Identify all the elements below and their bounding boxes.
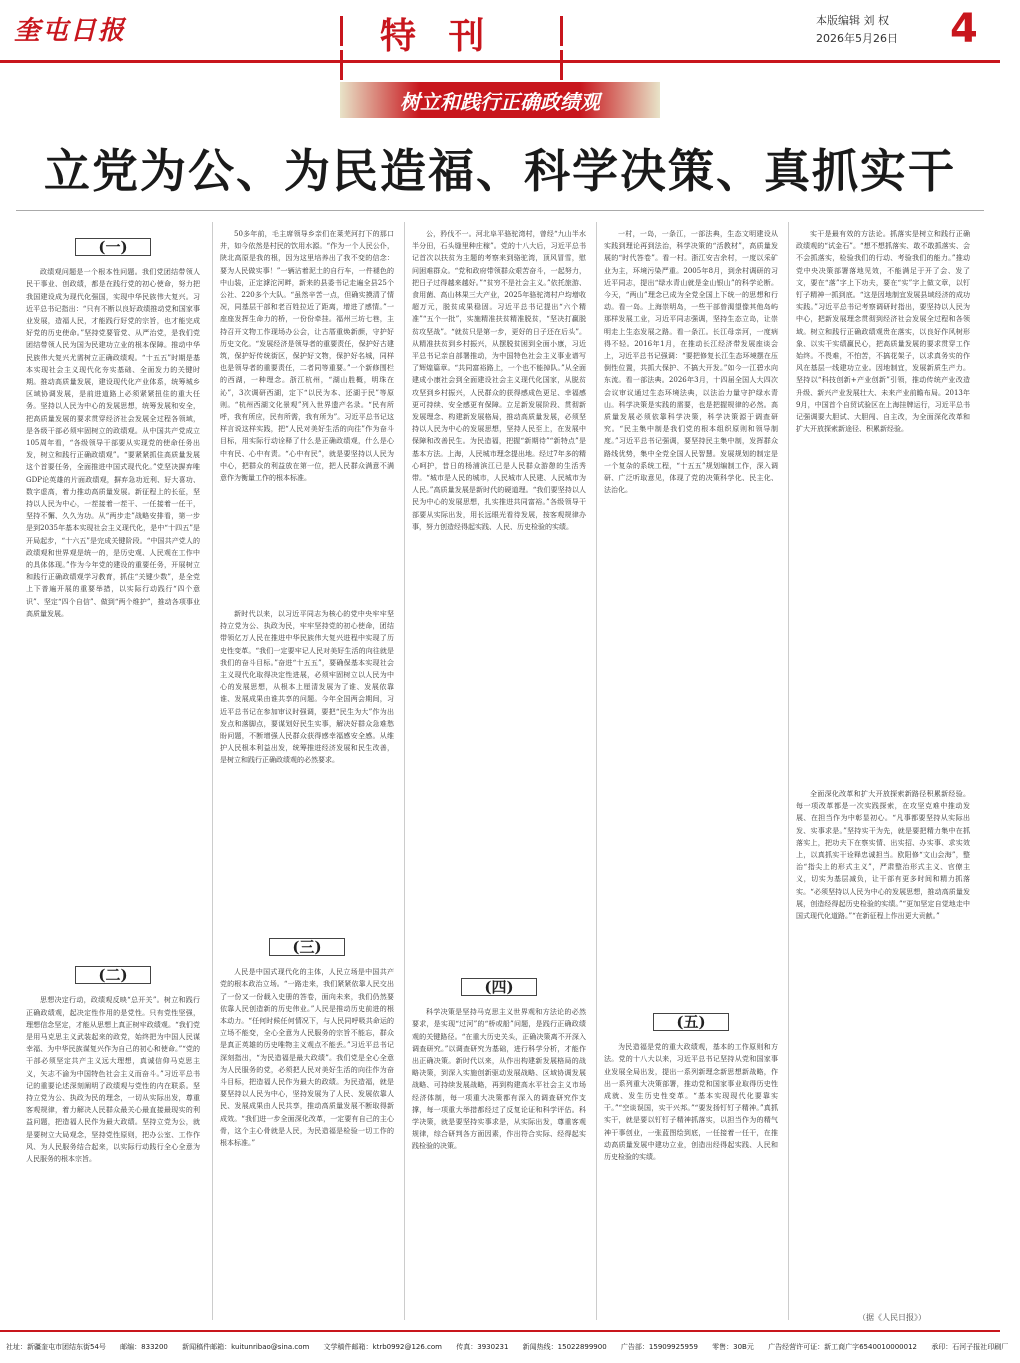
article-text: 为民造福是党的重大政绩观，基本的工作原则和方法。党的十八大以来，习近平总书记坚持从党和国家事业发展全局出发，提出一系列新理念新思想新战略，作出一系列重大决策部署，推动党和国家事业取得历史性成就、发生历史性变革。“基本实现现代化要靠实干。”“空谈误国，实干兴邦。”“要发扬钉钉子精神。”真抓实干，就是要以钉钉子精神抓落实，以担当作为的精气神干事创业，一张蓝图绘到底，一任接着一任干，在推动高质量发展中建功立业，创造出经得起实践、人民和历史检验的实绩。: [604, 1043, 778, 1162]
footer-email-news: 新闻稿件邮箱：kuitunribao@sina.com: [182, 1343, 310, 1351]
section-bar-right: [560, 16, 568, 46]
article-column-3: [412, 228, 586, 1323]
article-column-4: [604, 228, 778, 1323]
article-text: 公，矜伐不一。河北阜平骆驼湾村，曾经“九山半水半分田，石头缝里种庄稼”。党的十八大后，习近平总书记首次以扶贫为主题的考察来到骆驼湾，顶风冒雪，慰问困难群众。“党和政府带领群众艰苦奋斗，一起努力，把日子过得越来越好。”“贫穷不是社会主义。”依托旅游、食用菌、高山林果三大产业，2025年骆驼湾村户均增收超万元，脱贫成果稳固。习近平总书记提出“六个精准”“五个一批”，实施精准扶贫精准脱贫，“坚决打赢脱贫攻坚战”。“就贫只是第一步，更好的日子还在后头”。从精准扶贫到乡村振兴，从摆脱贫困到全面小康，习近平总书记亲自部署推动，为中国特色社会主义事业谱写了辉煌篇章。“共同富裕路上，一个也不能掉队。”从全面建成小康社会到全面建设社会主义现代化国家，从脱贫攻坚到乡村振兴，人民群众的获得感成色更足、幸福感更可持续、安全感更有保障。立足新发展阶段、贯彻新发展理念、构建新发展格局，推动高质量发展，必须坚持以人民为中心的发展思想，坚持人民至上，在发展中保障和改善民生。为民造福，把握“新期待”“新特点”是基本方法。上海，人民城市理念提出地。经过7年多的精心呵护，昔日的杨浦滨江已是人民群众游憩的生活秀带。“城市是人民的城市，人民城市人民建、人民城市为人民。”高质量发展是新时代的硬道理。“我们要坚持以人民为中心的发展思想，扎实推进共同富裕。”各级领导干部要从实际出发，用长远眼光看待发展，按客观规律办事，努力创造经得起实践、人民、历史检验的实绩。: [412, 230, 586, 531]
article-text: 思想决定行动，政绩观反映“总开关”。树立和践行正确政绩观，起决定性作用的是党性。只有党性坚强，理想信念坚定，才能从思想上真正树牢政绩观。“我们党是用马克思主义武装起来的政党，始终把为中国人民谋幸福、为中华民族谋复兴作为自己的初心和使命。”“党的干部必须坚定共产主义远大理想，真诚信仰马克思主义，矢志不渝为中国特色社会主义而奋斗。”习近平总书记的重要论述深刻阐明了政绩观与党性的内在联系。坚持立党为公、执政为民的理念，一切从实际出发，尊重客观规律，着力解决人民群众最关心最直接最现实的利益问题，把造福人民作为最大政绩。坚持立党为公，就是要树立大局观念，坚持党性原则，把办公室、工作作风、为人民服务结合起来，以实际行动践行全心全意为人民服务的根本宗旨。: [26, 996, 200, 1164]
footer-fax: 传真：3930231: [456, 1343, 509, 1351]
article-text: 全面深化改革和扩大开放探索新路径积累新经验。每一项改革都是一次实践探索，在攻坚克难中推动发展、在担当作为中彰显初心。“凡事都要坚持从实际出发、实事求是。”坚持实干为先，就是要把精力集中在抓落实上，把功夫下在察实情、出实招、办实事、求实效上，以真抓实干诠释忠诚担当。欧阳修“文山会海”，整治“指尖上的形式主义”，严肃整治形式主义、官僚主义，切实为基层减负，让干部有更多时间和精力抓落实。“必须坚持以人民为中心的发展思想，推动高质量发展，创造经得起历史检验的实绩。”“更加坚定自觉地走中国式现代化道路。”“在新征程上作出更大贡献。”: [796, 790, 970, 921]
article-text: 政绩观问题是一个根本性问题。我们党团结带领人民干事业、创政绩，都是在践行党的初心使命，努力把我国建设成为现代化强国，实现中华民族伟大复兴。习近平总书记指出：“只有不断以良好政绩推动党和国家事业发展，造福人民，才能践行好党的宗旨，也才能完成好党的历史使命。”坚持党要管党、从严治党，是我们党团结带领人民为国为民建功立业的根本保障。推动中华民族伟大复兴尤需树立正确政绩观。“十五五”时期是基本实现社会主义现代化夯实基础、全面发力的关键时期。推动高质量发展，建设现代化产业体系，统筹城乡区域协调发展，是前进道路上必须紧紧扭住的重大任务。坚持以人民为中心的发展思想，统筹发展和安全，把高质量发展的要求贯穿经济社会发展全过程各领域，是各级干部必须牢固树立的政绩观。从中国共产党成立105周年看，“各级领导干部要从实现党的使命任务出发，树立和践行正确政绩观”。“要紧紧抓住高质量发展这个首要任务，全面推进中国式现代化。”党坚决摒弃唯GDP论英雄的片面政绩观，摒弃急功近利、好大喜功、数字虚高，着力推动高质量发展。新征程上的长征，坚持以人民为中心，一茬接着一茬干、一任接着一任干，坚持不懈、久久为功。从“两步走”战略安排看，第一步是到2035年基本实现社会主义现代化，是中“十四五”是开局起步，“十六五”是完成关键阶段。“中国共产党人的政绩观和世界观是统一的，是历史观、人民观在工作中的具体体现。”作为今年党的建设的重要任务，开展树立和践行正确政绩观学习教育，抓住“关键少数”，是全党上下普遍开展的重要举措，以实际行动践行“四个意识”、坚定“四个自信”、做到“两个维护”，推动各项事业高质量发展。: [26, 268, 200, 618]
section-heading: (五): [604, 1013, 778, 1031]
column-divider: [788, 222, 789, 1320]
footer-ad-license: 广告经营许可证：新工商广字6540010000012: [768, 1343, 917, 1351]
article-column-2: [220, 228, 394, 1323]
footer-address: 社址：新疆奎屯市团结东街54号: [6, 1343, 106, 1351]
article-text: 一村，一岛，一条江，一部法典，生态文明建设从实践到理论再到法治，科学决策的“活教材”，高质量发展的“时代答卷”。看一村。浙江安吉余村，一度以采矿业为主，环境污染严重。2005年8月，到余村调研的习近平同志，提出“绿水青山就是金山银山”的科学论断。今天，“两山”理念已成为全党全国上下统一的思想和行动。看一岛。上海崇明岛，一些干部曾渴望像其他岛屿那样发展工业，习近平同志强调，坚持生态立岛，让崇明走上生态发展之路。看一条江。长江母亲河，一度病得不轻。2016年1月，在推动长江经济带发展座谈会上，习近平总书记强调：“要把修复长江生态环境摆在压倒性位置，共抓大保护、不搞大开发。”如今一江碧水向东流。看一部法典。2026年3月，十四届全国人大四次会议审议通过生态环境法典，以法治力量守护绿水青山。科学决策是实践的需要，也是把握规律的必然。高质量发展必须依靠科学决策，科学决策源于调查研究。“民主集中制是我们党的根本组织原则和领导制度。”习近平总书记强调，要坚持民主集中制，发挥群众路线优势，集中全党全国人民智慧。发展规划的制定是一个复杂的系统工程，“十五五”规划编制工作，深入调研、广泛听取意见，体现了党的决策科学化、民主化、法治化。: [604, 230, 778, 495]
column-divider: [404, 222, 405, 1320]
masthead-rule: [0, 60, 1000, 63]
issue-date: 2026年5月26日: [816, 32, 898, 45]
footer-email-lit: 文学稿件邮箱：ktrb0992@126.com: [323, 1343, 443, 1351]
section-heading: (三): [220, 938, 394, 956]
article-source: （据《人民日报》）: [858, 1313, 926, 1322]
article-text: 科学决策是坚持马克思主义世界观和方法论的必然要求，是实现“过河”的“桥或船”问题，是践行正确政绩观的关键路径。“在重大历史关头，正确决策离不开深入调查研究。”以调查研究为基础，进行科学分析，才能作出正确决策。新时代以来，从作出构建新发展格局的战略决策，到深入实施创新驱动发展战略、区域协调发展战略、可持续发展战略，再到构建高水平社会主义市场经济体制，每一项重大决策都有深入的调查研究作支撑，每一项重大举措都经过了反复论证和科学评估。科学决策，就是要坚持实事求是，从实际出发，尊重客观规律，综合研判各方面因素，作出符合实际、经得起实践检验的决策。: [412, 1008, 586, 1151]
headline: 立党为公、为民造福、科学决策、真抓实干: [44, 144, 956, 198]
section-heading: (一): [26, 238, 200, 256]
section-title: 特 刊: [380, 15, 495, 57]
headline-rule: [16, 210, 984, 211]
section-heading: (二): [26, 966, 200, 984]
footer-printer: 承印：石河子报社印刷厂: [931, 1343, 1009, 1351]
footer-rule: [0, 1330, 1000, 1332]
footer-hotline: 新闻热线：15022899900: [522, 1343, 607, 1351]
section-heading: (四): [412, 978, 586, 996]
page-editor: 本版编辑 刘 权: [816, 14, 889, 27]
article-column-1: [26, 228, 200, 1323]
topic-banner: 树立和践行正确政绩观: [400, 90, 600, 114]
footer-price: 零售：30B元: [712, 1343, 754, 1351]
article-column-5: [796, 228, 970, 1308]
article-text: 50多年前，毛主席领导乡亲们在莱芜河打下的那口井，如今依然是村民的饮用水源。“作为一个人民公仆，陕北高原是我的根，因为这里培养出了我不变的信念：要为人民做实事！”一辆沾着泥土的自行车，一件褪色的中山装，正定滹沱河畔，新来的县委书记走遍全县25个公社、220多个大队。“虽然辛苦一点，但确实摸清了情况，同基层干部和老百姓拉近了距离，增进了感情。”一座座发挥生命力的桥，一份份牵挂。福州三坊七巷，主持召开文物工作现场办公会，让古厝重焕新颜，守护好历史文化。“发展经济是领导者的重要责任，保护好古建筑，保护好传统街区，保护好文物，保护好名城，同样也是领导者的重要责任，二者同等重要。”一个新修围栏的西湖，一种理念。浙江杭州，“湖山胜概，明珠在沁”，3次调研西湖，定下“以民为本、还湖于民”等原则。“杭州西湖文化景观”列入世界遗产名录。“民有所呼，我有所应，民有所需，我有所为”。习近平总书记这样言说这样实践，把“人民对美好生活的向往”作为奋斗目标，用实际行动诠释了什么是正确政绩观，什么是心中有民、心中有责。“心中有民”，就是要坚持以人民为中心，把群众的利益放在第一位，把人民群众满意不满意作为衡量工作的根本标准。: [220, 230, 394, 483]
footer-ad-phone: 广告部：15909925959: [620, 1343, 698, 1351]
article-text: 实干是最有效的方法论。抓落实是树立和践行正确政绩观的“试金石”。“想不想抓落实、敢不敢抓落实、会不会抓落实，检验我们的行动、考验我们的能力。”推动党中央决策部署落地见效，不能满足于开了会、发了文，要在“落”字上下功夫，要在“实”字上做文章，以钉钉子精神一抓到底。“这是因地制宜发展县域经济的成功实践。”习近平总书记考察调研时指出，要坚持以人民为中心，把新发展理念贯彻到经济社会发展全过程和各领域。树立和践行正确政绩观贵在落实，以良好作风树形象、以实干实绩赢民心，把高质量发展的要求贯穿工作始终。不畏难，不怕苦，不搞花架子，以求真务实的作风在基层一线建功立业。因地制宜，发展新质生产力。坚持以“科技创新+产业创新”引领，推动传统产业改造升级、新兴产业发展壮大、未来产业前瞻布局。2013年9月，中国首个自贸试验区在上海挂牌运行，习近平总书记强调要大胆试、大胆闯、自主改，为全面深化改革和扩大开放探索新途径、积累新经验。: [796, 230, 970, 434]
footer-zip: 邮编：833200: [120, 1343, 168, 1351]
column-divider: [596, 222, 597, 1320]
column-divider: [212, 222, 213, 1320]
section-bar-left: [340, 16, 348, 46]
page-number: 4: [950, 6, 978, 52]
footer-info: [6, 1342, 1009, 1352]
article-text: 新时代以来，以习近平同志为核心的党中央牢牢坚持立党为公、执政为民，牢牢坚持党的初心使命，团结带领亿万人民在推进中华民族伟大复兴进程中实现了历史性变革。“我们一定要牢记人民对美好生活的向往就是我们的奋斗目标。”奋进“十五五”，要确保基本实现社会主义现代化取得决定性进展，必须牢固树立以人民为中心的发展思想，从根本上厘清发展为了谁、发展依靠谁、发展成果由谁共享的问题。今年全国两会期间，习近平总书记在参加审议时强调，要把“民生为大”作为出发点和落脚点，要谋划好民生实事，解决好群众急难愁盼问题，不断增强人民群众获得感幸福感安全感。从维护人民根本利益出发，统筹推进经济发展和民生改善，是树立和践行正确政绩观的必然要求。: [220, 610, 394, 765]
article-text: 人民是中国式现代化的主体，人民立场是中国共产党的根本政治立场。“一路走来，我们紧紧依靠人民交出了一份又一份载入史册的答卷，面向未来，我们仍然要依靠人民创造新的历史伟业。”人民是推动历史前进的根本动力。“任何时候任何情况下，与人民同呼吸共命运的立场不能变，全心全意为人民服务的宗旨不能忘，群众是真正英雄的历史唯物主义观点不能丢。”习近平总书记深刻指出，“为民造福是最大政绩”。我们党是全心全意为人民服务的党，必须把人民对美好生活的向往作为奋斗目标，把造福人民作为最大的政绩。为民造福，就是要坚持以人民为中心，坚持发展为了人民、发展依靠人民、发展成果由人民共享，推动高质量发展不断取得新成效。“我们进一步全面深化改革，一定要有自己的主心骨，这个主心骨就是人民，为民造福是检验一切工作的根本标准。”: [220, 968, 394, 1148]
newspaper-logo: 奎屯日报: [14, 16, 127, 46]
